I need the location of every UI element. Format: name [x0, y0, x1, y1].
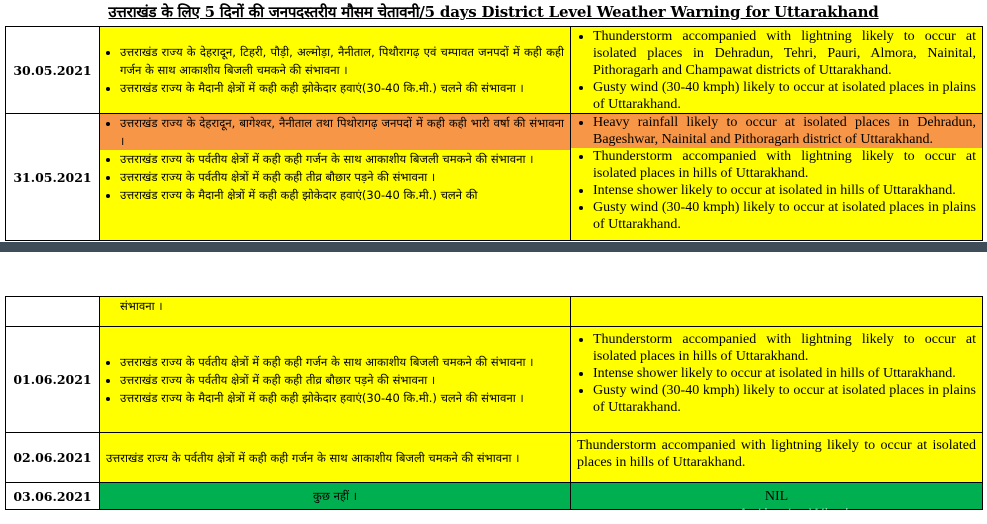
table-row [6, 297, 983, 327]
english-warning-cell: NIL [571, 483, 983, 510]
english-warning-item: • Gusty wind (30-40 kmph) likely to occur at isolated places in plains of Uttarakhand. [593, 199, 976, 233]
hindi-warning-cell [100, 297, 571, 327]
english-warning-item: • Heavy rainfall likely to occur at isolated places in Dehradun, Bageshwar, Nainital and Pithoragarh district of Uttarakhand. [593, 114, 976, 148]
english-warning-cell [571, 27, 983, 114]
hindi-warning-item: • उत्तराखंड राज्य के मैदानी क्षेत्रों में कही कही झोकेदार हवाएं(30-40 कि.मी.) चलने की संभावना । [120, 389, 564, 407]
table-row [6, 327, 983, 433]
hindi-warning-item: • उत्तराखंड राज्य के देहरादून, बागेश्वर, नैनीताल तथा पिथोरागढ़ जनपदों में कही कही भारी वर्षा की संभावना । [120, 114, 564, 150]
english-warning-cell: Thunderstorm accompanied with lightning likely to occur at isolated places in hills of Uttarakhand. [571, 433, 983, 483]
english-warning-item: • Intense shower likely to occur at isolated in hills of Uttarakhand. [593, 182, 976, 199]
table-row [6, 27, 983, 114]
warning-table-top [5, 26, 983, 241]
english-warning-cell [571, 327, 983, 433]
english-warning-item: • Thunderstorm accompanied with lightning likely to occur at isolated places in Dehradun, Tehri, Pauri, Almora, Nainital, Pithoragarh and Champawat districts of Uttarakhand. [593, 28, 976, 79]
english-warning-item: • Thunderstorm accompanied with lightning likely to occur at isolated places in hills of Uttarakhand. [593, 148, 976, 182]
english-warning-cell [571, 297, 983, 327]
hindi-warning-cell [100, 27, 571, 114]
page-title: उत्तराखंड के लिए 5 दिनों की जनपदस्तरीय मौसम चेतावनी/5 days District Level Weather Warning for Uttarakhand [108, 3, 879, 21]
english-warning-item: • Gusty wind (30-40 kmph) likely to occur at isolated places in plains of Uttarakhand. [593, 79, 976, 113]
hindi-warning-item: • उत्तराखंड राज्य के मैदानी क्षेत्रों में कही कही झोकेदार हवाएं(30-40 कि.मी.) चलने की [120, 186, 564, 204]
warning-table-bottom [5, 296, 983, 510]
hindi-warning-cell [100, 114, 571, 241]
hindi-warning-cell [100, 327, 571, 433]
hindi-warning-item: • उत्तराखंड राज्य के पर्वतीय क्षेत्रों में कही कही तीव्र बौछार पड़ने की संभावना । [120, 168, 564, 186]
hindi-warning-item: • उत्तराखंड राज्य के पर्वतीय क्षेत्रों में कही कही गर्जन के साथ आकाशीय बिजली चमकने की संभावना । [120, 150, 564, 168]
date-cell: 03.06.2021 [6, 483, 100, 510]
date-cell: 01.06.2021 [6, 327, 100, 433]
english-warning-item: • Thunderstorm accompanied with lightning likely to occur at isolated places in hills of Uttarakhand. [593, 331, 976, 365]
english-warning-cell [571, 114, 983, 241]
hindi-warning-item: • उत्तराखंड राज्य के पर्वतीय क्षेत्रों में कही कही गर्जन के साथ आकाशीय बिजली चमकने की संभावना । [120, 353, 564, 371]
table-row [6, 433, 983, 483]
table-row [6, 114, 983, 241]
hindi-warning-item: • उत्तराखंड राज्य के पर्वतीय क्षेत्रों में कही कही तीव्र बौछार पड़ने की संभावना । [120, 371, 564, 389]
heavy-rain-highlight [571, 114, 982, 148]
hindi-warning-cell: उत्तराखंड राज्य के पर्वतीय क्षेत्रों में कही कही गर्जन के साथ आकाशीय बिजली चमकने की संभावना । [100, 433, 571, 483]
heavy-rain-highlight [100, 114, 570, 150]
hindi-warning-item: • उत्तराखंड राज्य के देहरादून, टिहरी, पौड़ी, अल्मोड़ा, नैनीताल, पिथौरागढ़ एवं चम्पावत जनपदों में कही कही गर्जन के साथ आकाशीय बिजली चमकने की संभावना । [120, 43, 564, 79]
continued-text: संभावना । [120, 299, 163, 313]
english-warning-item: • Gusty wind (30-40 kmph) likely to occur at isolated places in plains of Uttarakhand. [593, 382, 976, 416]
date-cell: 02.06.2021 [6, 433, 100, 483]
page-break-separator [0, 242, 987, 252]
date-cell [6, 297, 100, 327]
activate-windows-watermark: Activate Windows [738, 505, 881, 524]
date-cell: 31.05.2021 [6, 114, 100, 241]
hindi-warning-item: • उत्तराखंड राज्य के मैदानी क्षेत्रों में कही कही झोकेदार हवाएं(30-40 कि.मी.) चलने की संभावना । [120, 79, 564, 97]
english-warning-item: • Intense shower likely to occur at isolated in hills of Uttarakhand. [593, 365, 976, 382]
date-cell: 30.05.2021 [6, 27, 100, 114]
hindi-warning-cell: कुछ नहीं । [100, 483, 571, 510]
